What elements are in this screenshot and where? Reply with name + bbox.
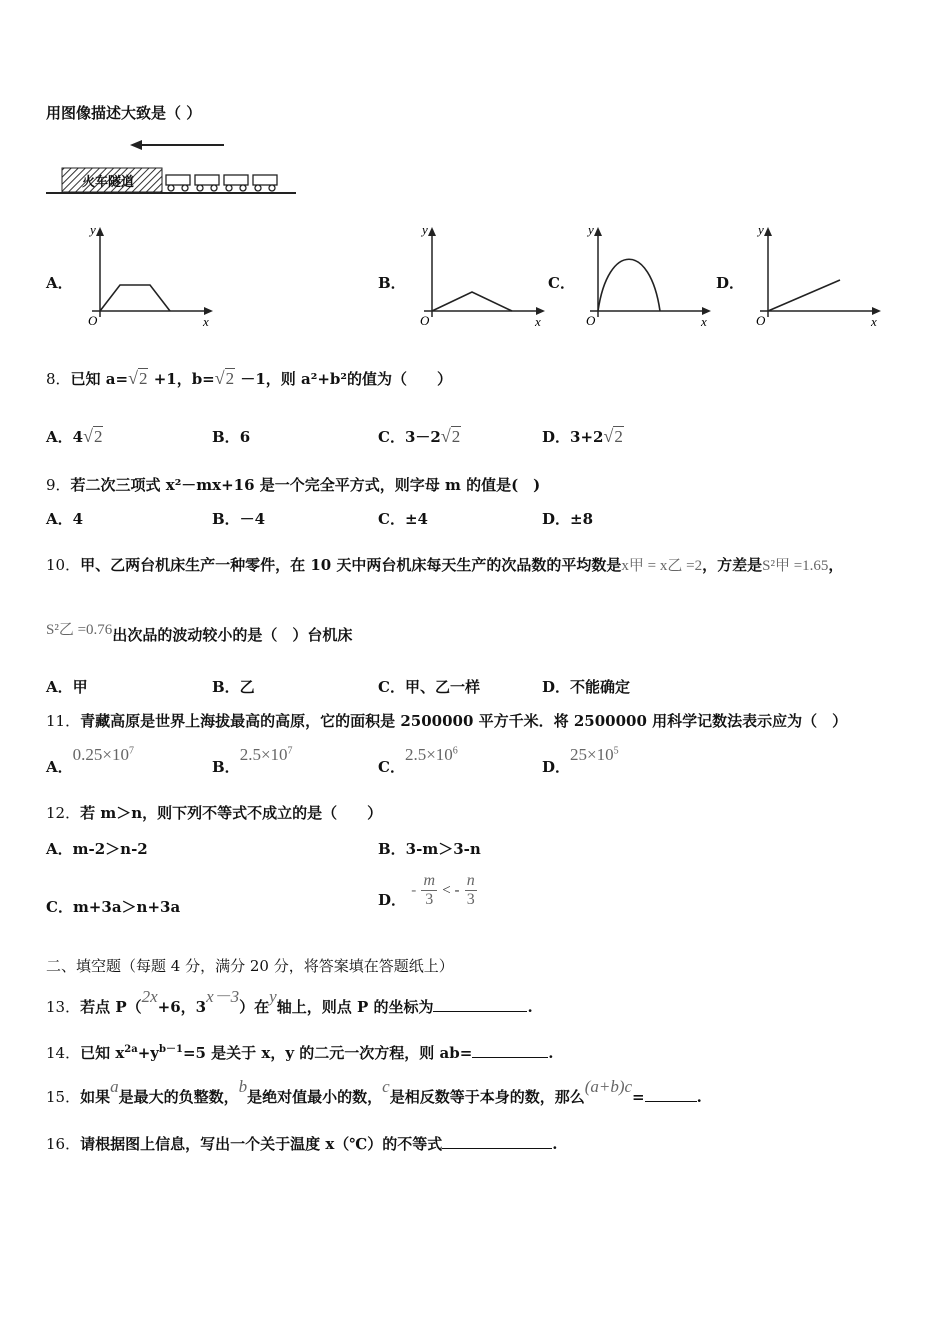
q7-option-b-letter: B．: [378, 274, 406, 292]
svg-text:x: x: [701, 314, 707, 329]
q9-option-c: C．±4: [378, 510, 428, 528]
q12-option-b: B．3-m＞3-n: [378, 840, 481, 858]
svg-text:O: O: [420, 313, 430, 328]
q7-curve-b: [432, 292, 512, 311]
mean-expression: x甲 = x乙 =2: [621, 558, 703, 574]
direction-arrow-icon: [130, 140, 224, 150]
q7-option-d-letter: D．: [716, 274, 745, 292]
q10-option-a: A．甲: [46, 678, 88, 696]
svg-text:y: y: [588, 222, 594, 237]
q7-graph-a: [82, 222, 217, 332]
q12-question: 12．若 m＞n，则下列不等式不成立的是（ ）: [46, 804, 383, 822]
q11-option-b: B．$2.5\times 10^7$: [212, 745, 293, 776]
q14-question: 14．已知 $x^{2a}+y^{b-1}=5$ 是关于 x，y 的二元一次方程，则 ab= .: [46, 1044, 554, 1062]
q12-option-a: A．m-2＞n-2: [46, 840, 148, 858]
q10-option-c: C．甲、乙一样: [378, 678, 480, 696]
q8-question: 8．已知 a=√2 +1，b=√2 －1，则 a²+b²的值为（ ）: [46, 368, 452, 388]
q7-graph-c: [580, 222, 715, 332]
train-cars-icon: [166, 175, 277, 191]
svg-text:O: O: [88, 313, 98, 328]
q10-option-d: D．不能确定: [542, 678, 631, 696]
q12-option-c: C．m+3a＞n+3a: [46, 898, 181, 916]
svg-text:x: x: [203, 314, 209, 329]
q10-question: 10．甲、乙两台机床生产一种零件，在 10 天中两台机床每天生产的次品数的平均数是x甲 = x乙 =2，方差是S²甲 =1.65，: [46, 556, 844, 574]
svg-text:x: x: [535, 314, 541, 329]
sqrt-2: √2: [128, 368, 148, 388]
q11-option-a: A．$0.25\times 10^7$: [46, 745, 134, 776]
tunnel-label: 火车隧道: [82, 175, 135, 190]
svg-text:y: y: [422, 222, 428, 237]
svg-text:y: y: [90, 222, 96, 237]
answer-blank[interactable]: [442, 1134, 552, 1149]
q9-option-b: B．－4: [212, 510, 266, 528]
variance-jia: S²甲 =1.65: [762, 558, 829, 574]
svg-text:O: O: [756, 313, 766, 328]
sqrt-2: √2: [214, 368, 235, 388]
q8-option-d: D．3+2√2: [542, 426, 623, 446]
q7-option-a-letter: A．: [46, 274, 73, 292]
q7-graph-d: [750, 222, 885, 332]
q11-option-d: D．$25\times 10^5$: [542, 745, 619, 776]
q12-option-d: D． - $\frac{m}{3}$ < - $\frac{n}{3}$: [378, 872, 475, 909]
q9-option-d: D．±8: [542, 510, 594, 528]
q9-option-a: A．4: [46, 510, 84, 528]
q15-question: 15．如果a是最大的负整数，b是绝对值最小的数，c是相反数等于本身的数，那么(a+b)c= .: [46, 1077, 702, 1106]
q13-question: 13．若点 P（2x+6，3x－3）在y轴上，则点 P 的坐标为 .: [46, 987, 533, 1016]
answer-blank[interactable]: [645, 1087, 697, 1102]
q7-curve-d: [768, 280, 840, 311]
svg-text:y: y: [758, 222, 764, 237]
svg-text:O: O: [586, 313, 596, 328]
answer-blank[interactable]: [472, 1043, 548, 1058]
q9-question: 9．若二次三项式 x²－mx+16 是一个完全平方式，则字母 m 的值是( ): [46, 476, 541, 494]
q11-option-c: C．$2.5\times 10^6$: [378, 745, 458, 776]
q8-option-a: A．4√2: [46, 426, 103, 446]
section-2-title: 二、填空题（每题 4 分，满分 20 分，将答案填在答题纸上）: [46, 957, 454, 975]
q8-option-b: B．6: [212, 428, 251, 446]
q7-curve-c: [598, 259, 660, 311]
variance-yi: S²乙 =0.76: [46, 622, 113, 638]
svg-text:x: x: [871, 314, 877, 329]
q11-question: 11．青藏高原是世界上海拔最高的高原，它的面积是 2500000 平方千米．将 2500000 用科学记数法表示应为（ ）: [46, 712, 848, 730]
q16-question: 16．请根据图上信息，写出一个关于温度 x（℃）的不等式 .: [46, 1135, 558, 1153]
q7-curve-a: [100, 285, 170, 311]
q7-option-c-letter: C．: [548, 274, 575, 292]
q8-option-c: C．3－2√2: [378, 426, 461, 446]
answer-blank[interactable]: [433, 997, 527, 1012]
train-tunnel-figure: [46, 136, 298, 198]
q7-graph-b: [414, 222, 549, 332]
q7-stem: 用图像描述大致是（ ）: [46, 104, 202, 122]
q10-option-b: B．乙: [212, 678, 255, 696]
q10-question-cont: S²乙 =0.76出次品的波动较小的是（ ）台机床: [46, 622, 353, 644]
